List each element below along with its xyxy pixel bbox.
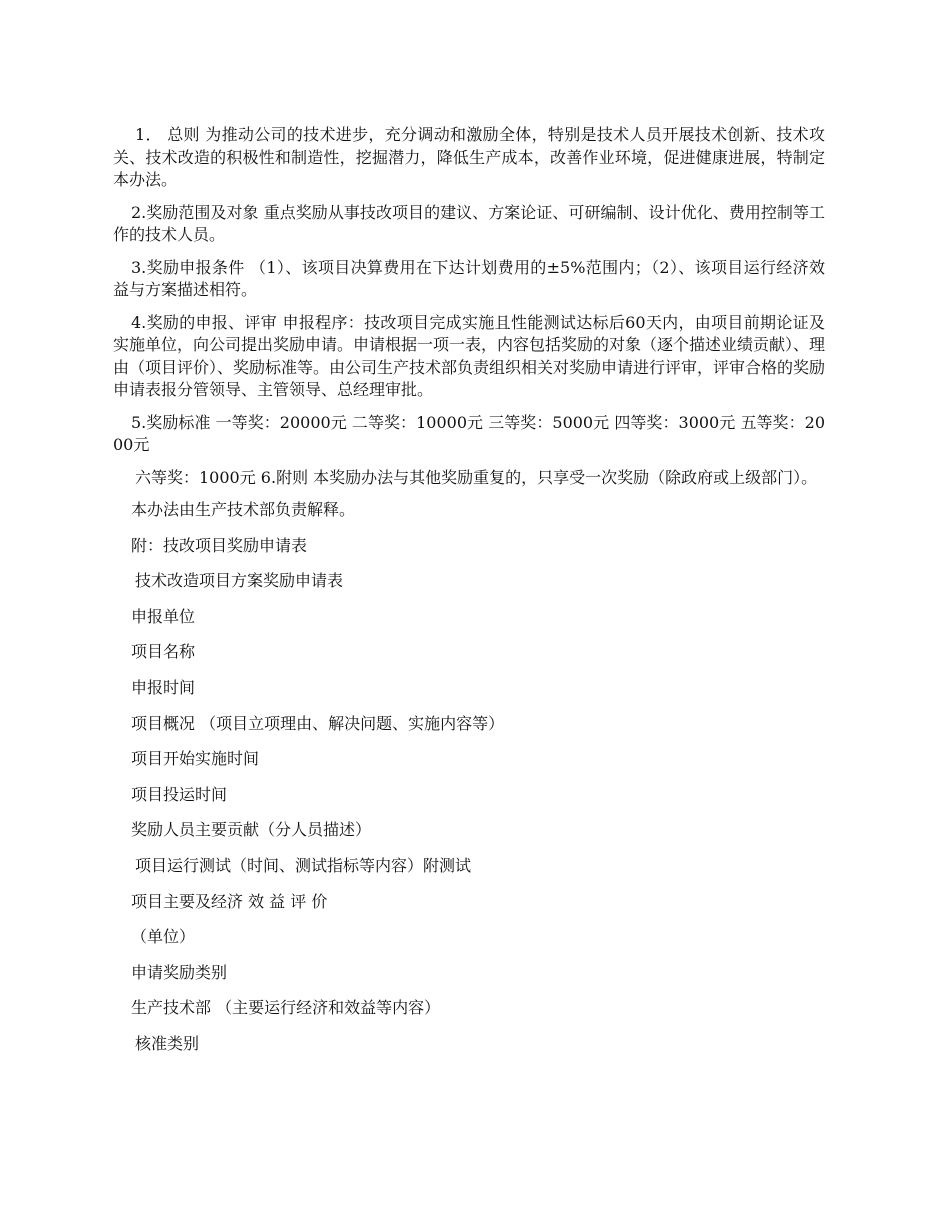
paragraph-application-review: 4.奖励的申报、评审 申报程序：技改项目完成实施且性能测试达标后60天内，由项目前期论证及实施单位，向公司提出奖励申请。申请根据一项一表，内容包括奖励的对象（逐个描述业绩贡献）、理由（项目评价）、奖励标准等。由公司生产技术部负责组织相关对奖励申请进行评审，评审合格的奖励申请表报分管领导、主管领导、总经理审批。 (113, 312, 826, 399)
paragraph-general-principles: 1． 总则 为推动公司的技术进步，充分调动和激励全体，特别是技术人员开展技术创新、技术攻关、技术改造的积极性和制造性，挖掘潜力，降低生产成本，改善作业环境，促进健康进展，特制定本办法。 (113, 125, 825, 189)
form-field-project-overview: 项目概况 （项目立项理由、解决问题、实施内容等） (131, 713, 505, 733)
paragraph-sixth-prize-and-supplementary: 六等奖：1000元 6.附则 本奖励办法与其他奖励重复的，只享受一次奖励（除政府或上级部门）。 (135, 467, 818, 487)
form-field-approved-category: 核准类别 (135, 1033, 200, 1053)
form-field-operation-test: 项目运行测试（时间、测试指标等内容）附测试 (135, 855, 472, 875)
form-field-commissioning-time: 项目投运时间 (131, 784, 228, 804)
paragraph-award-conditions: 3.奖励申报条件 （1）、该项目决算费用在下达计划费用的±5%范围内；（2）、该项目运行经济效益与方案描述相符。 (113, 257, 825, 299)
form-field-main-contributions: 奖励人员主要贡献（分人员描述） (131, 820, 372, 840)
line-interpretation-note: 本办法由生产技术部负责解释。 (131, 500, 356, 519)
form-field-project-name: 项目名称 (131, 642, 196, 662)
form-field-production-technology-department: 生产技术部 （主要运行经济和效益等内容） (131, 998, 441, 1018)
form-field-applicant-unit: 申报单位 (131, 606, 196, 626)
form-field-economic-evaluation: 项目主要及经济 效 益 评 价 (131, 891, 328, 911)
form-field-unit: （单位） (131, 927, 196, 947)
form-field-award-category-requested: 申请奖励类别 (131, 962, 228, 982)
form-field-application-time: 申报时间 (131, 677, 196, 697)
paragraph-award-standards: 5.奖励标准 一等奖：20000元 二等奖：10000元 三等奖：5000元 四等奖：3000元 五等奖：2000元 (113, 412, 825, 454)
paragraph-award-scope: 2.奖励范围及对象 重点奖励从事技改项目的建议、方案论证、可研编制、设计优化、费用控制等工作的技术人员。 (113, 202, 825, 244)
form-field-start-time: 项目开始实施时间 (131, 749, 260, 769)
form-title: 技术改造项目方案奖励申请表 (135, 571, 344, 591)
line-attachment-title: 附：技改项目奖励申请表 (131, 535, 308, 555)
document-body (113, 124, 825, 1069)
